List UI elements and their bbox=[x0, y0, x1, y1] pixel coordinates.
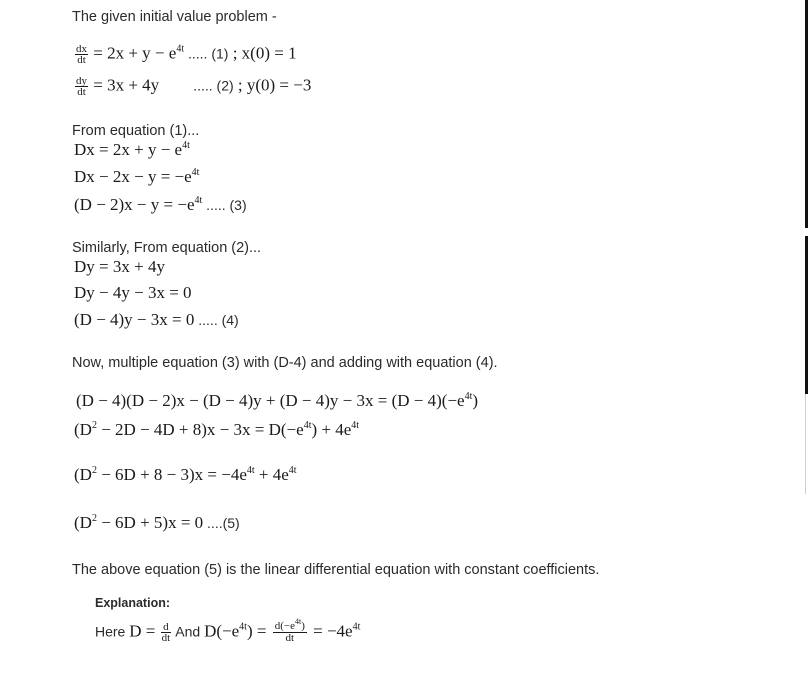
step-4: Dy = 3x + 4y bbox=[74, 257, 165, 276]
step-2: $Dx - 2x - y = -e^{4t}$ bbox=[74, 167, 200, 186]
from-equation-2: Similarly, From equation (2)... bbox=[72, 240, 262, 256]
fraction-d-dt: $\frac{d}{dt}$ bbox=[161, 621, 171, 644]
intro-text: The given initial value problem - bbox=[72, 9, 277, 25]
step-1: $Dx = 2x + y - e^{4t}$ bbox=[74, 140, 190, 159]
explanation-formula: Here D = $\frac{d}{dt}$ And $D(-e^{4t})$ = $\frac{d(-e^{4t})}{dt}$ = $-4e^{4t}$ bbox=[95, 617, 361, 644]
conclusion-text: The above equation (5) is the linear differential equation with constant coefficients. bbox=[72, 562, 600, 578]
fraction-dy-dt: $\frac{dy}{dt}$ bbox=[76, 75, 87, 98]
now-multiply-text: Now, multiple equation (3) with (D-4) and adding with equation (4). bbox=[72, 355, 498, 371]
step-9: $(D^2 - 6D + 8 - 3)x = -4e^{4t} + 4e^{4t}$ bbox=[74, 465, 297, 484]
fraction-dx-dt: $\frac{dx}{dt}$ bbox=[76, 43, 87, 66]
step-3: $(D - 2)x - y = -e^{4t}$ ..... (3) bbox=[74, 195, 247, 214]
step-10: $(D^2 - 6D + 5)x = 0$ ....(5) bbox=[74, 513, 240, 532]
step-7: $(D - 4)(D - 2)x - (D - 4)y + (D - 4)y - 3x = (D - 4)(-e^{4t})$ bbox=[76, 391, 479, 410]
step-6: (D − 4)y − 3x = 0 ..... (4) bbox=[74, 310, 239, 329]
from-equation-1: From equation (1)... bbox=[72, 123, 200, 139]
step-8: $(D^2 - 2D - 4D + 8)x - 3x = D(-e^{4t}) + 4e^{4t}$ bbox=[74, 420, 360, 439]
fraction-derivative: $\frac{d(-e^{4t})}{dt}$ bbox=[274, 617, 305, 644]
explanation-label: Explanation: bbox=[95, 596, 171, 610]
equation-1: $\frac{dx}{dt}$ = $2x + y - e^{4t}$ ..... (1) ; x(0) = 1 bbox=[76, 43, 297, 66]
step-5: Dy − 4y − 3x = 0 bbox=[74, 283, 192, 302]
scrollbar-track[interactable] bbox=[805, 394, 806, 494]
equation-2: $\frac{dy}{dt}$ = 3x + 4y ..... (2) ; y(0) = −3 bbox=[76, 75, 312, 98]
